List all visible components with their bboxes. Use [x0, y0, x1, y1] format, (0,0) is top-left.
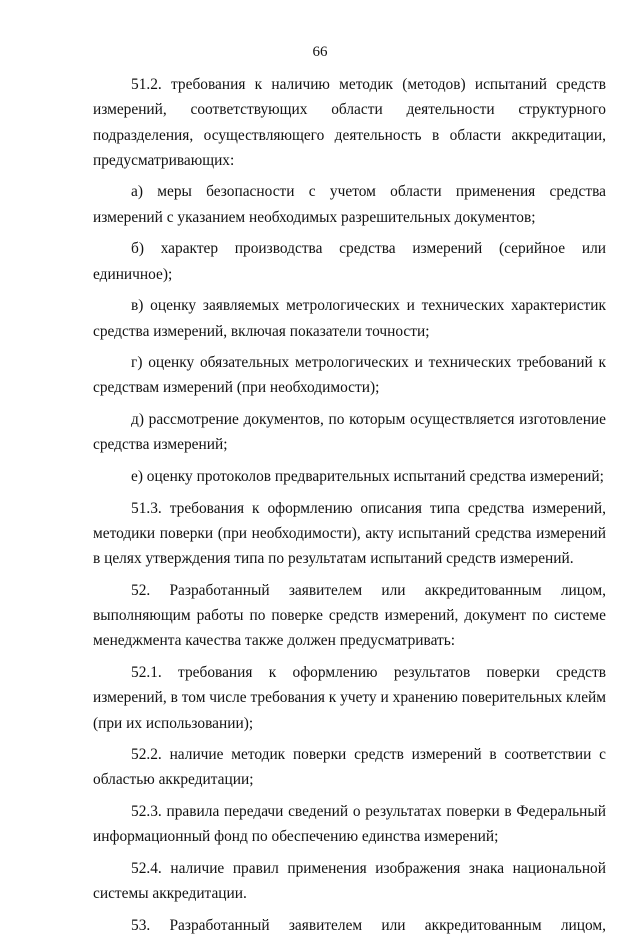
- document-body: [93, 72, 606, 938]
- paragraph-52-3: 52.3. правила передачи сведений о результатах поверки в Федеральный информационный фонд по обеспечению единства измерений;: [93, 802, 606, 846]
- paragraph-51-2: 51.2. требования к наличию методик (методов) испытаний средств измерений, соответствующих области деятельности структурного подразделения, осуществляющего деятельность в области аккредитации, предусматривающих:: [93, 76, 606, 169]
- paragraph-52-4: 52.4. наличие правил применения изображения знака национальной системы аккредитации.: [93, 859, 606, 903]
- paragraph-b: б) характер производства средства измерений (серийное или единичное);: [93, 240, 606, 283]
- paragraph-52: 52. Разработанный заявителем или аккредитованным лицом, выполняющим работы по поверке средств измерений, документ по системе менеджмента качества также должен предусматривать:: [93, 581, 606, 650]
- paragraph-e: е) оценку протоколов предварительных испытаний средства измерений;: [131, 467, 604, 485]
- page-number: 66: [312, 44, 328, 60]
- paragraph-g: г) оценку обязательных метрологических и технических требований к средствам измерений (при необходимости);: [93, 354, 606, 397]
- paragraph-a: а) меры безопасности с учетом области применения средства измерений с указанием необходимых разрешительных документов;: [93, 183, 606, 226]
- paragraph-52-1: 52.1. требования к оформлению результатов поверки средств измерений, в том числе требования к учету и хранению поверительных клейм (при их использовании);: [93, 663, 606, 732]
- paragraph-51-3: 51.3. требования к оформлению описания типа средства измерений, методики поверки (при необходимости), акту испытаний средства измерений в целях утверждения типа по результатам испытаний средств измерений.: [93, 499, 606, 568]
- paragraph-v: в) оценку заявляемых метрологических и технических характеристик средства измерений, включая показатели точности;: [93, 297, 606, 340]
- paragraph-52-2: 52.2. наличие методик поверки средств измерений в соответствии с областью аккредитации;: [93, 746, 606, 789]
- paragraph-53: 53. Разработанный заявителем или аккредитованным лицом,: [131, 916, 606, 934]
- paragraph-d: д) рассмотрение документов, по которым осуществляется изготовление средства измерений;: [93, 411, 606, 454]
